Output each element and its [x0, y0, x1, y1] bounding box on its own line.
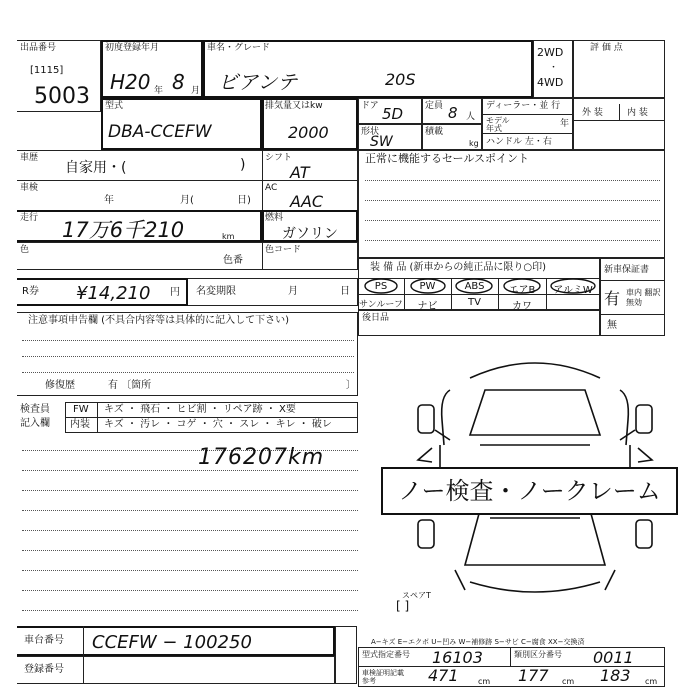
model-year-label: モデル 年式	[486, 116, 510, 133]
interior-label: 内 装	[627, 108, 648, 118]
first-reg-era: H20	[110, 70, 151, 94]
capacity-label: 定員	[425, 101, 444, 111]
exterior-label: 外 装	[582, 108, 603, 118]
capacity-unit: 人	[466, 112, 476, 122]
warranty-yes-note: 車内 翻訳無効	[626, 288, 661, 307]
after-items-box	[358, 310, 600, 336]
chassis-label: 車台番号	[24, 635, 64, 646]
first-reg-month: 8	[172, 70, 185, 94]
spare-tire-label: スペアT	[402, 591, 431, 600]
inspection-day-mark: 日)	[237, 195, 251, 206]
warranty-no: 無	[607, 320, 617, 331]
repair-value: 有 〔箇所	[108, 380, 152, 391]
length-value: 471	[428, 666, 459, 685]
car-name: ビアンテ	[218, 70, 298, 94]
grade: 20S	[385, 70, 416, 89]
inspection-month-mark: 月	[180, 195, 190, 206]
ac-value: AAC	[290, 192, 324, 211]
equip-tv: TV	[468, 297, 481, 308]
model-year-mark: 年	[560, 119, 570, 129]
chassis-value: CCEFW − 100250	[92, 632, 252, 653]
history-close: )	[240, 157, 246, 173]
selling-points-label: 正常に機能するセールスポイント	[365, 152, 530, 165]
inspector-in-text: キズ ・ 汚レ ・ コゲ ・ 穴 ・ スレ ・ キレ ・ 破レ	[104, 419, 332, 430]
handle-label: ハンドル 左・右	[486, 137, 552, 147]
warranty-label: 新車保証書	[604, 265, 650, 275]
inspector-fw-label: FW	[73, 404, 89, 415]
category-label: 類別区分番号	[514, 650, 562, 659]
type-no-label: 型式指定番号	[362, 650, 410, 659]
width-cm: cm	[562, 677, 575, 686]
inspector-label-1: 検査員	[20, 404, 50, 415]
type-no-value: 16103	[432, 648, 483, 667]
first-reg-year-mark: 年	[154, 86, 164, 96]
inspection-year-mark: 年	[104, 195, 114, 206]
height-cm: cm	[645, 677, 658, 686]
damage-legend: A−キズ E−エクボ U−凹み W−補修跡 S−サビ C−腐食 XX−交換済	[371, 638, 585, 646]
recycle-value: ¥14,210	[76, 283, 151, 304]
after-items-label: 後日品	[362, 313, 390, 323]
height-value: 183	[600, 666, 631, 685]
history-value: 自家用・(	[65, 160, 127, 176]
category-value: 0011	[593, 648, 634, 667]
lot-code: [1115]	[30, 65, 64, 76]
color-code-field-label: 色コード	[265, 245, 302, 255]
mileage-unit: km	[222, 232, 235, 241]
score-label: 評 価 点	[590, 43, 623, 53]
mileage-label: 走行	[20, 213, 39, 223]
equip-leather: カワ	[512, 301, 532, 312]
capacity-value: 8	[448, 104, 458, 122]
inspector-label-2: 記入欄	[20, 418, 50, 429]
first-reg-month-mark: 月	[191, 86, 201, 96]
width-value: 177	[518, 666, 549, 685]
equip-navi: ナビ	[417, 301, 438, 312]
expiry-label: 名変期限	[196, 286, 236, 297]
history-label: 車歴	[20, 153, 39, 163]
warranty-yes: 有	[604, 289, 621, 308]
lot-number: 5003	[34, 84, 90, 109]
dealer-label: ディーラー・並 行	[486, 101, 561, 111]
inspector-fw-text: キズ ・ 飛石 ・ ヒビ割 ・ リペア跡 ・ X要	[104, 404, 296, 415]
shift-value: AT	[290, 163, 310, 182]
chassis-side-box	[335, 626, 357, 684]
equip-sunroof: サンルーフ	[359, 300, 403, 310]
equipment-circles	[358, 278, 600, 310]
shape-label: 形状	[361, 127, 380, 137]
displacement-label: 排気量又はkw	[265, 101, 323, 111]
length-cm: cm	[478, 677, 491, 686]
drive-2wd: 2WD	[537, 46, 564, 59]
no-inspection-no-claim-banner: ノー検査・ノークレーム	[381, 467, 678, 515]
fuel-value: ガソリン	[282, 226, 338, 242]
model-label: 型式	[105, 101, 124, 111]
expiry-month-mark: 月	[288, 286, 298, 297]
notes-label: 注意事項申告欄 (不具合内容等は具体的に記入して下さい)	[28, 315, 289, 326]
repair-label: 修復歴	[45, 380, 75, 391]
shift-label: シフト	[265, 153, 293, 163]
expiry-day-mark: 日	[340, 286, 350, 297]
spare-tire-bracket: [ ]	[396, 599, 410, 613]
equip-alloy: アルミW	[553, 285, 593, 296]
registration-box	[17, 656, 335, 684]
model-value: DBA-CCEFW	[108, 122, 212, 142]
door-value: 5D	[382, 105, 404, 123]
door-label: ドア	[361, 101, 379, 111]
inspection-open: (	[190, 195, 194, 206]
drive-dot: ・	[549, 63, 559, 73]
car-grade-label: 車名・グレード	[207, 43, 271, 53]
recycle-label: R券	[22, 286, 39, 297]
inspector-in-label: 内装	[70, 419, 90, 430]
load-label: 積載	[425, 127, 444, 137]
selling-points-box	[358, 150, 665, 258]
ac-label: AC	[265, 183, 278, 193]
drive-4wd: 4WD	[537, 76, 564, 89]
load-unit: kg	[469, 139, 479, 148]
fuel-label: 燃料	[265, 213, 284, 223]
equip-pw: PW	[419, 281, 436, 292]
registration-label: 登録番号	[24, 664, 64, 675]
equipment-label: 装 備 品 (新車からの純正品に限り○印)	[370, 262, 547, 273]
equip-ps: PS	[374, 281, 388, 292]
first-reg-label: 初度登録年月	[105, 43, 160, 53]
color-label: 色	[20, 245, 30, 255]
equip-abs: ABS	[464, 281, 485, 292]
color-code-label: 色番	[223, 255, 243, 266]
length-label: 車検証明記載 参考	[362, 669, 404, 685]
equip-airbag: エアB	[508, 285, 536, 296]
inspection-label: 車検	[20, 183, 39, 193]
displacement-value: 2000	[288, 123, 329, 142]
handwritten-mileage-note: 176207km	[198, 445, 325, 470]
mileage-value: 17万6千210	[62, 218, 185, 242]
repair-close: 〕	[346, 380, 356, 391]
recycle-yen: 円	[170, 287, 180, 298]
lot-no-label: 出品番号	[20, 43, 57, 53]
shape-value: SW	[370, 134, 393, 150]
